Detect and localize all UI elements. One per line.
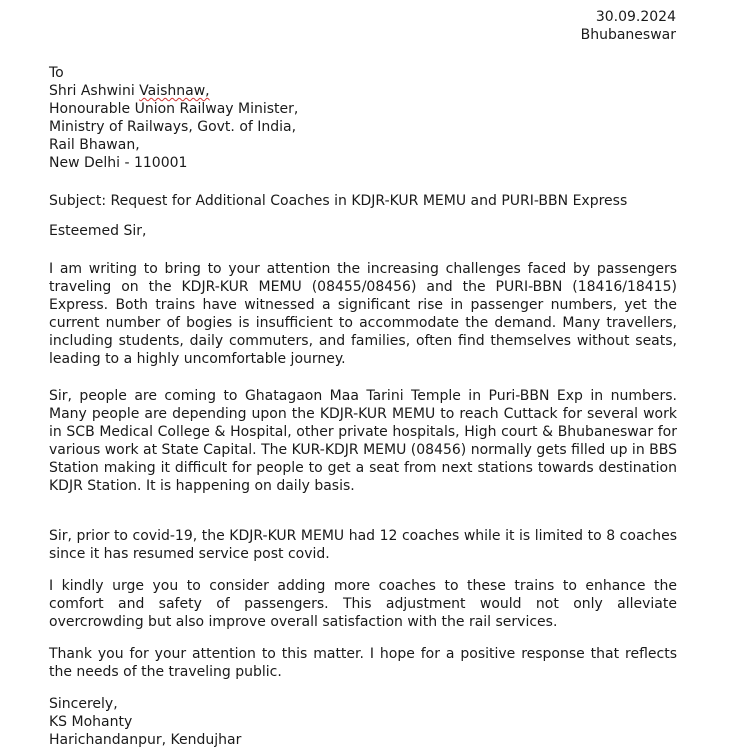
address-to: To <box>49 65 64 81</box>
date-place-block <box>581 8 676 44</box>
letter-body <box>49 64 677 749</box>
body-paragraph-1: I am writing to bring to your attention the increasing challenges faced by passengers traveling on the KDJR-KUR MEMU (08455/08456) and the PURI-BBN (18416/18415) Express. Both trains have witnessed a significant rise in passenger numbers, yet the current number of bogies is insufficient to accommodate the demand. Many travellers, including students, daily commuters, and families, often find themselves without seats, leading to a highly uncomfortable journey. <box>49 261 677 367</box>
letter-date: 30.09.2024 <box>595 9 676 25</box>
recipient-building: Rail Bhawan, <box>49 137 140 153</box>
recipient-city: New Delhi - 110001 <box>49 155 188 171</box>
recipient-surname-spellcheck[interactable]: Vaishnaw, <box>139 83 210 99</box>
recipient-ministry: Ministry of Railways, Govt. of India, <box>49 119 297 135</box>
body-paragraph-4: I kindly urge you to consider adding more coaches to these trains to enhance the comfort and safety of passengers. This adjustment would not only alleviate overcrowding but also improve overall satisfaction with the rail services. <box>49 578 677 630</box>
letter-subject: Subject: Request for Additional Coaches in KDJR-KUR MEMU and PURI-BBN Express <box>49 193 628 209</box>
valediction: Sincerely, <box>49 696 118 712</box>
recipient-title: Honourable Union Railway Minister, <box>49 101 299 117</box>
salutation: Esteemed Sir, <box>49 223 147 239</box>
recipient-address <box>49 64 677 172</box>
closing-block <box>49 695 677 749</box>
recipient-name-line <box>49 82 677 100</box>
sender-name: KS Mohanty <box>49 714 133 730</box>
sender-place: Harichandanpur, Kendujhar <box>49 732 242 748</box>
body-paragraph-3: Sir, prior to covid-19, the KDJR-KUR MEMU had 12 coaches while it is limited to 8 coaches since it has resumed service post covid. <box>49 528 677 562</box>
body-paragraph-5: Thank you for your attention to this matter. I hope for a positive response that reflects the needs of the traveling public. <box>49 646 677 680</box>
body-paragraph-2: Sir, people are coming to Ghatagaon Maa Tarini Temple in Puri-BBN Exp in numbers. Many people are depending upon the KDJR-KUR MEMU to reach Cuttack for several work in SCB Medical College & Hospital, other private hospitals, High court & Bhubaneswar for various work at State Capital. The KUR-KDJR MEMU (08456) normally gets filled up in BBS Station making it difficult for people to get a seat from next stations towards destination KDJR Station. It is happening on daily basis. <box>49 388 677 494</box>
recipient-name-prefix: Shri Ashwini <box>49 83 140 99</box>
letter-place: Bhubaneswar <box>580 27 676 43</box>
